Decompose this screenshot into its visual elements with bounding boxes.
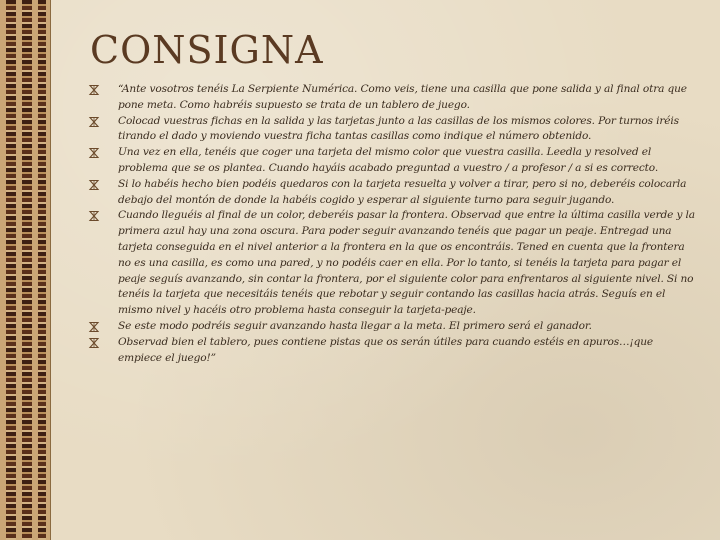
list-item <box>88 319 700 335</box>
list-item <box>88 114 700 146</box>
list-item <box>88 177 700 209</box>
bullet-icon <box>88 337 100 349</box>
list-item <box>88 145 700 177</box>
bullet-icon <box>88 321 100 333</box>
bullet-icon <box>88 116 100 128</box>
list-item-text: “Ante vosotros tenéis La Serpiente Numérica. Como veis, tiene una casilla que pone salida y al final otra que pone meta. Como habréis supuesto se trata de un tablero de juego. <box>118 83 687 111</box>
spine-pattern-strip <box>6 0 16 540</box>
list-item <box>88 82 700 114</box>
bullet-icon <box>88 147 100 159</box>
spine-pattern-strip <box>22 0 32 540</box>
bullet-icon <box>88 210 100 222</box>
list-item-text: Cuando lleguéis al final de un color, deberéis pasar la frontera. Observad que entre la última casilla verde y la primera azul hay una zona oscura. Para poder seguir avanzando tenéis que pagar un peaje. Entregad una tarjeta conseguida en el nivel anterior a la frontera en la que os encontráis. Tened en cuenta que la frontera no es una casilla, es como una pared, y no podéis caer en ella. Por lo tanto, si tenéis la tarjeta para pagar el peaje seguís avanzando, sin contar la frontera, por el siguiente color para enfrentaros al siguiente nivel. Si no tenéis la tarjeta que necesitáis tenéis que rebotar y seguir contando las casillas hacia atrás. Seguís en el mismo nivel y hacéis otro problema hasta conseguir la tarjeta-peaje. <box>118 209 695 317</box>
list-item-text: Si lo habéis hecho bien podéis quedaros con la tarjeta resuelta y volver a tirar, pero si no, deberéis colocarla debajo del montón de donde la habéis cogido y esperar al siguiente turno para seguir jugando. <box>118 177 687 206</box>
slide-title: CONSIGNA <box>90 28 324 72</box>
list-item <box>88 335 700 367</box>
list-item-text: Observad bien el tablero, pues contiene pistas que os serán útiles para cuando estéis en apuros…¡que empiece el juego!” <box>118 335 654 364</box>
decorative-spine <box>0 0 51 540</box>
list-item <box>88 208 700 319</box>
instructions-list <box>88 82 700 366</box>
spine-pattern-strip <box>38 0 46 540</box>
list-item-text: Se este modo podréis seguir avanzando hasta llegar a la meta. El primero será el ganador. <box>118 319 592 332</box>
list-item-text: Colocad vuestras fichas en la salida y las tarjetas junto a las casillas de los mismos colores. Por turnos iréis tirando el dado y moviendo vuestra ficha tantas casillas como indique el número obtenido. <box>118 114 679 143</box>
list-item-text: Una vez en ella, tenéis que coger una tarjeta del mismo color que vuestra casilla. Leedla y resolved el problema que se os plantea. Cuando hayáis acabado preguntad a vuestro / a profesor / a si es correcto. <box>118 146 659 174</box>
bullet-icon <box>88 179 100 191</box>
bullet-icon <box>88 84 100 96</box>
